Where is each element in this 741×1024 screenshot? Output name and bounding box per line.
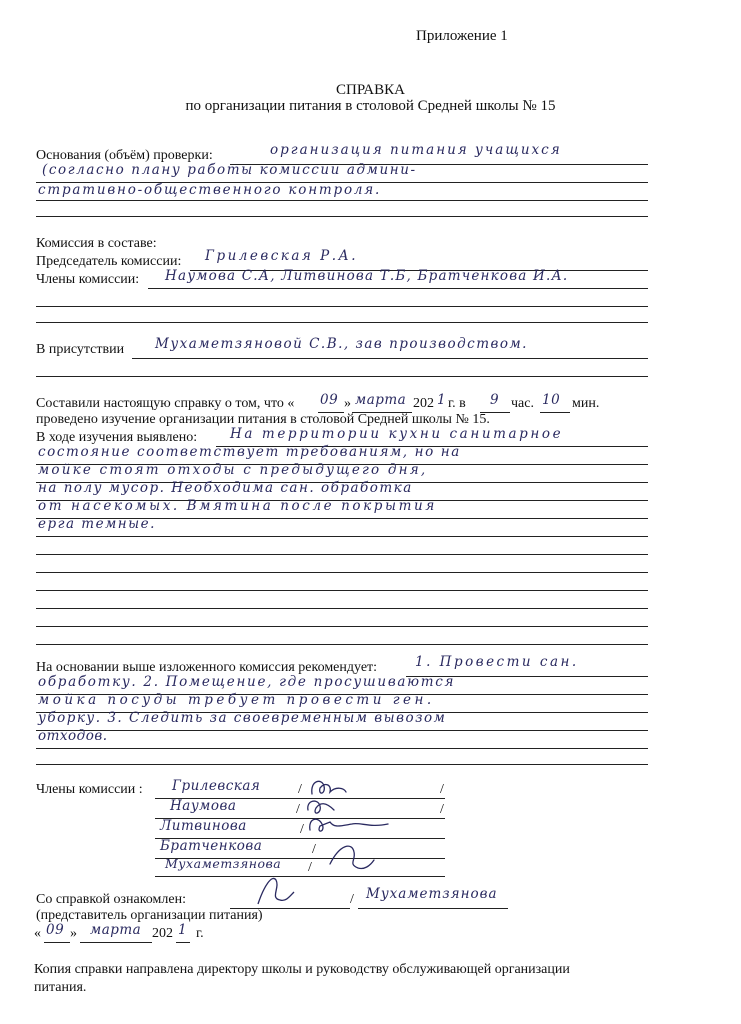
signatures-label: Члены комиссии : bbox=[36, 782, 143, 797]
compiled-minute: 10 bbox=[542, 392, 561, 408]
compiled-month: марта bbox=[355, 392, 407, 408]
findings-blank-2 bbox=[36, 572, 648, 573]
signature-sep-1b: / bbox=[440, 782, 444, 797]
document-subtitle: по организации питания в столовой Средней школы № 15 bbox=[185, 98, 556, 114]
signature-scribbles bbox=[300, 772, 440, 882]
acquainted-day-line bbox=[44, 942, 70, 943]
acquainted-open-quote: « bbox=[34, 926, 41, 941]
copy-note-line-2: питания. bbox=[34, 980, 87, 995]
compiled-year-prefix: 202 bbox=[413, 396, 434, 411]
presence-underline-2 bbox=[36, 376, 648, 377]
basis-line-2: (согласно плану работы комиссии админи- bbox=[42, 162, 417, 178]
recommend-line-5: отходов. bbox=[38, 728, 108, 744]
compiled-mid1: » bbox=[344, 396, 351, 411]
basis-underline-4 bbox=[36, 216, 648, 217]
basis-line-3: стративно-общественного контроля. bbox=[38, 182, 382, 198]
members-label: Члены комиссии: bbox=[36, 272, 140, 287]
members-value: Наумова С.А, Литвинова Т.Б, Братченкова И.А. bbox=[165, 268, 569, 284]
acquainted-year-prefix: 202 bbox=[152, 926, 173, 941]
acquainted-label: Со справкой ознакомлен: bbox=[36, 892, 186, 907]
compiled-day: 09 bbox=[320, 392, 339, 408]
acquainted-month-line bbox=[80, 942, 152, 943]
members-underline-3 bbox=[36, 322, 648, 323]
findings-line-5: от насекомых. Вмятина после покрытия bbox=[38, 498, 437, 514]
findings-line-6: ерга темные. bbox=[38, 516, 156, 532]
findings-blank-1 bbox=[36, 554, 648, 555]
findings-blank-5 bbox=[36, 626, 648, 627]
appendix-label: Приложение 1 bbox=[416, 28, 508, 44]
minute-underline bbox=[540, 412, 570, 413]
members-underline bbox=[148, 288, 648, 289]
acquainted-close-quote: » bbox=[70, 926, 77, 941]
compiled-hour: 9 bbox=[490, 392, 500, 408]
acquainted-separator: / bbox=[350, 892, 354, 907]
signature-name-2: Наумова bbox=[170, 798, 237, 814]
signature-sep-2b: / bbox=[440, 802, 444, 817]
basis-label: Основания (объём) проверки: bbox=[36, 148, 213, 163]
findings-blank-3 bbox=[36, 590, 648, 591]
chair-label: Председатель комиссии: bbox=[36, 254, 182, 269]
findings-line-2: состояние соответствует требованиям, но на bbox=[38, 444, 461, 460]
signature-sep-4: / bbox=[312, 842, 316, 857]
copy-note-line-1: Копия справки направлена директору школы и руководству обслуживающей организации bbox=[34, 962, 570, 977]
recommend-line-3: мойка посуды требует провести ген. bbox=[38, 692, 435, 708]
compiled-prefix: Составили настоящую справку о том, что « bbox=[36, 396, 295, 411]
recommend-line-4: уборку. 3. Следить за своевременным вывозом bbox=[38, 710, 447, 726]
chair-value: Грилевская Р.А. bbox=[205, 248, 359, 264]
findings-line-1: На территории кухни санитарное bbox=[230, 426, 564, 442]
findings-underline-6 bbox=[36, 536, 648, 537]
presence-underline bbox=[132, 358, 648, 359]
compiled-year-digit: 1 bbox=[437, 392, 447, 408]
acquainted-name: Мухаметзянова bbox=[366, 886, 498, 902]
signature-name-5: Мухаметзянова bbox=[165, 856, 282, 871]
compiled-mid3: час. bbox=[511, 396, 534, 411]
signature-sep-3: / bbox=[300, 822, 304, 837]
recommend-line-2: обработку. 2. Помещение, где просушиваются bbox=[38, 674, 456, 690]
compiled-line2: проведено изучение организации питания в столовой Средней школы № 15. bbox=[36, 412, 490, 427]
acquainted-year-digit: 1 bbox=[178, 922, 188, 938]
basis-line-1: организация питания учащихся bbox=[270, 142, 562, 158]
presence-value: Мухаметзяновой С.В., зав производством. bbox=[155, 336, 528, 352]
recommend-underline-6 bbox=[36, 764, 648, 765]
recommend-line-1: 1. Провести сан. bbox=[415, 654, 579, 670]
signature-name-1: Грилевская bbox=[172, 778, 261, 794]
findings-blank-4 bbox=[36, 608, 648, 609]
recommend-label: На основании выше изложенного комиссия рекомендует: bbox=[36, 660, 378, 675]
document-title: СПРАВКА bbox=[336, 82, 405, 98]
findings-blank-6 bbox=[36, 644, 648, 645]
signature-sep-1: / bbox=[298, 782, 302, 797]
signature-sep-5: / bbox=[308, 860, 312, 875]
recommend-underline-4 bbox=[36, 730, 648, 731]
signature-name-3: Литвинова bbox=[160, 818, 247, 834]
compiled-mid2: г. в bbox=[448, 396, 466, 411]
compiled-suffix: мин. bbox=[572, 396, 600, 411]
acquainted-name-line bbox=[358, 908, 508, 909]
signature-sep-2: / bbox=[296, 802, 300, 817]
presence-label: В присутствии bbox=[36, 342, 125, 357]
recommend-underline-5 bbox=[36, 748, 648, 749]
findings-line-3: мойке стоят отходы с предыдущего дня, bbox=[38, 462, 428, 478]
acquainted-year-line bbox=[176, 942, 190, 943]
acquainted-role: (представитель организации питания) bbox=[36, 908, 263, 923]
commission-label: Комиссия в составе: bbox=[36, 236, 157, 251]
signature-name-4: Братченкова bbox=[160, 838, 263, 854]
acquainted-signature bbox=[250, 868, 300, 908]
members-underline-2 bbox=[36, 306, 648, 307]
basis-underline-3 bbox=[36, 200, 648, 201]
findings-label: В ходе изучения выявлено: bbox=[36, 430, 198, 445]
acquainted-month: марта bbox=[90, 922, 142, 938]
acquainted-year-suffix: г. bbox=[196, 926, 204, 941]
findings-line-4: на полу мусор. Необходима сан. обработка bbox=[38, 480, 413, 496]
acquainted-day: 09 bbox=[46, 922, 65, 938]
